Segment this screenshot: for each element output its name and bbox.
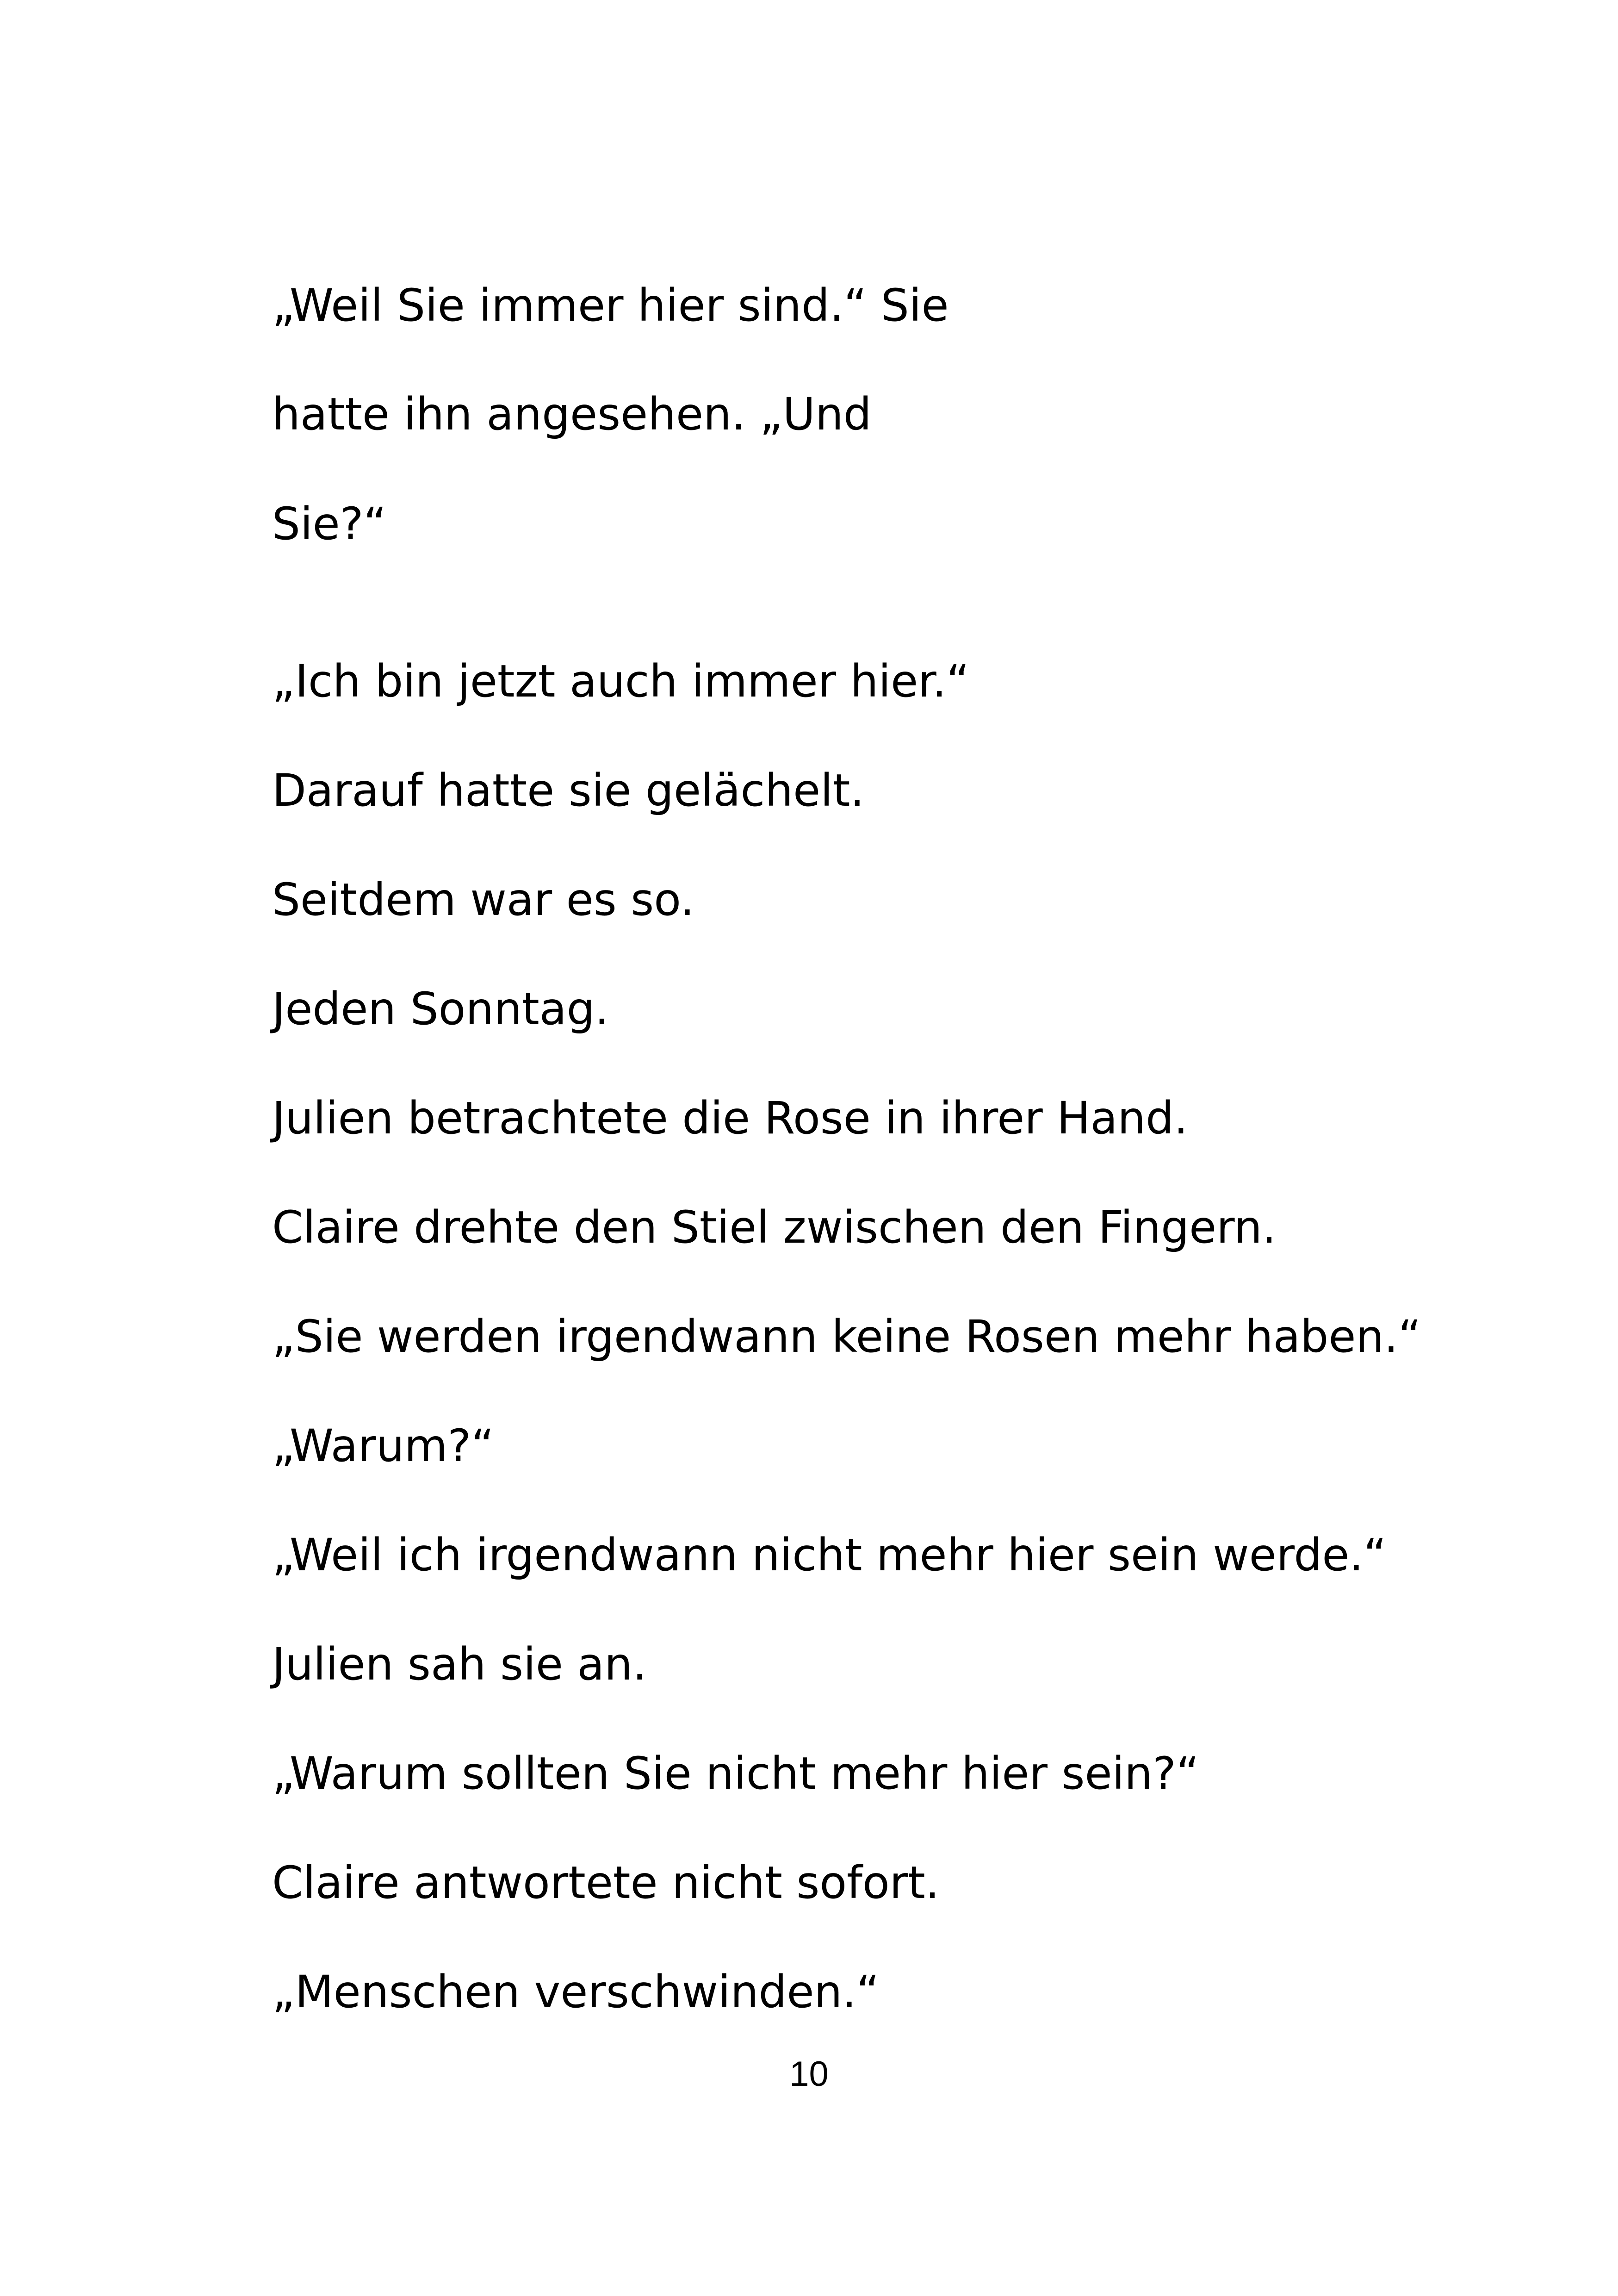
text-line: Darauf hatte sie gelächelt. — [272, 765, 865, 816]
text-line: „Warum?“ — [272, 1420, 494, 1472]
text-line: Claire drehte den Stiel zwischen den Fingern. — [272, 1201, 1277, 1253]
text-line: „Menschen verschwinden.“ — [272, 1966, 880, 2018]
text-line: „Weil Sie immer hier sind.“ Sie — [272, 280, 949, 331]
text-line: Julien betrachtete die Rose in ihrer Hand. — [272, 1092, 1188, 1144]
text-line: Sie?“ — [272, 498, 387, 550]
text-line: Claire antwortete nicht sofort. — [272, 1857, 940, 1909]
text-line: „Sie werden irgendwann keine Rosen mehr haben.“ — [272, 1311, 1421, 1363]
text-line: „Ich bin jetzt auch immer hier.“ — [272, 655, 970, 707]
text-line: „Weil ich irgendwann nicht mehr hier sein werde.“ — [272, 1529, 1387, 1581]
text-line: Seitdem war es so. — [272, 874, 694, 926]
text-line: Jeden Sonntag. — [272, 983, 609, 1035]
page-number: 10 — [789, 2054, 829, 2094]
text-line: „Warum sollten Sie nicht mehr hier sein?“ — [272, 1748, 1199, 1799]
text-line: Julien sah sie an. — [272, 1638, 647, 1690]
text-line: hatte ihn angesehen. „Und — [272, 388, 872, 440]
